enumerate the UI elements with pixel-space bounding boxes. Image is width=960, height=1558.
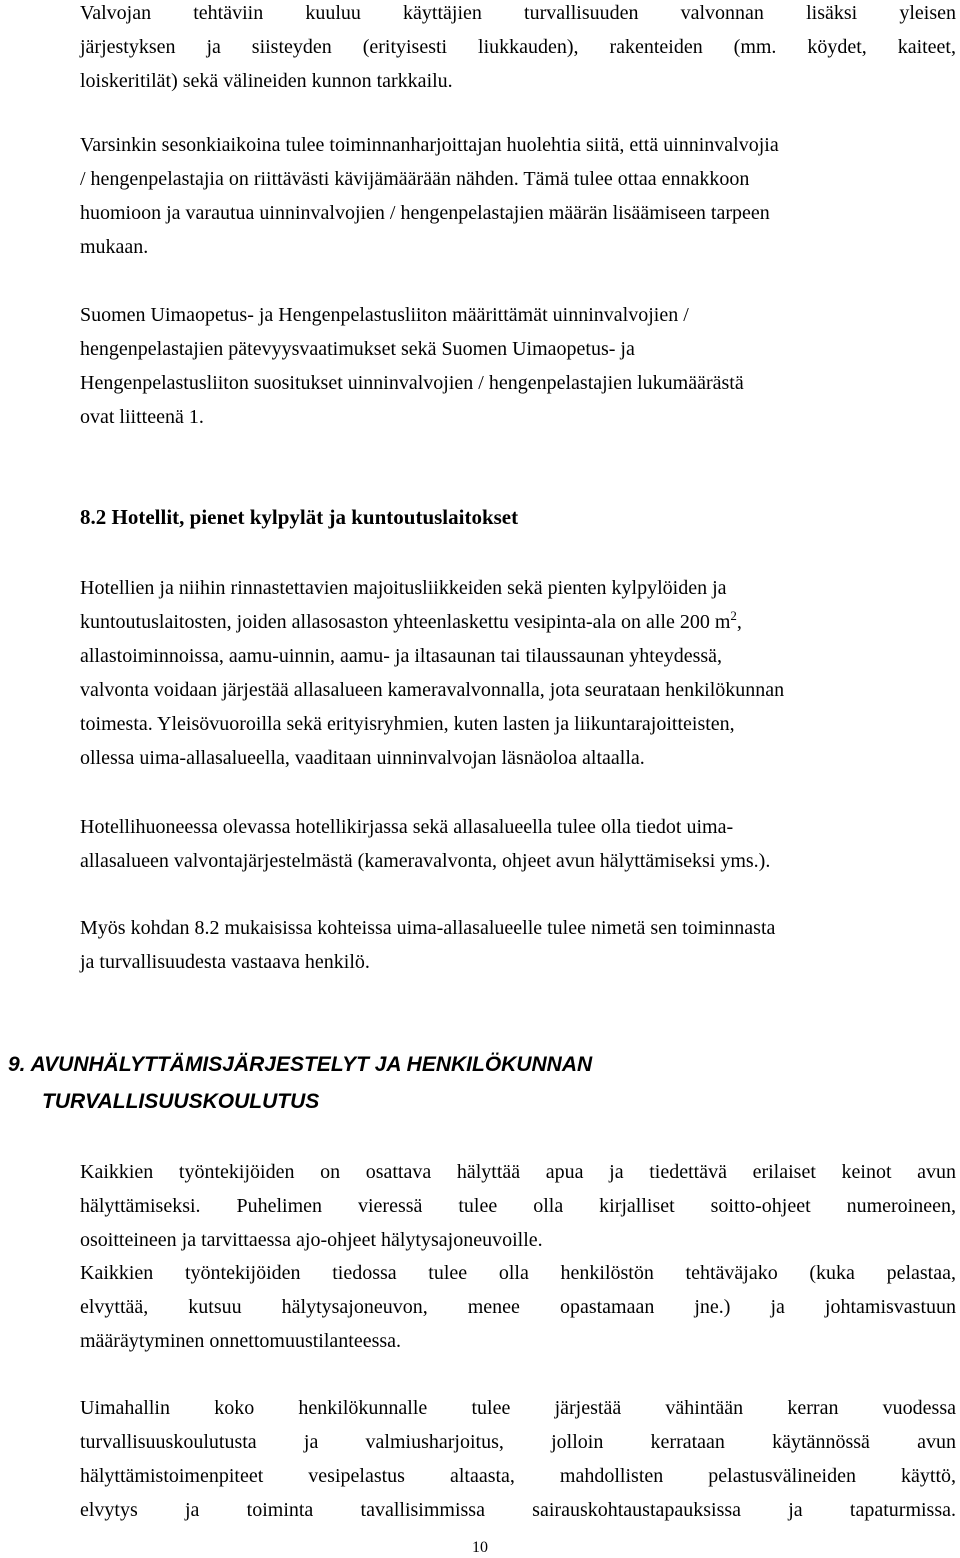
paragraph-turvallisuuskoulutus bbox=[80, 1391, 956, 1527]
paragraph-tehtavajako bbox=[80, 1256, 956, 1358]
paragraph-hotellit bbox=[80, 571, 956, 775]
text-line: allastoiminnoissa, aamu-uinnin, aamu- ja iltasaunan tai tilaussaunan yhteydessä, bbox=[80, 645, 723, 667]
paragraph-vastaava-henkilo bbox=[80, 911, 956, 979]
text-line: Myös kohdan 8.2 mukaisissa kohteissa uima-allasalueelle tulee nimetä sen toiminnasta bbox=[80, 917, 776, 939]
text-line: hengenpelastajien pätevyysvaatimukset sekä Suomen Uimaopetus- ja bbox=[80, 338, 635, 360]
text-line: hälyttämistoimenpiteet vesipelastus altaasta, mahdollisten pelastusvälineiden käyttö, bbox=[80, 1465, 956, 1487]
text-line: ja turvallisuudesta vastaava henkilö. bbox=[80, 951, 370, 973]
text-line: osoitteineen ja tarvittaessa ajo-ohjeet hälytysajoneuvoille. bbox=[80, 1229, 543, 1251]
page-number: 10 bbox=[472, 1539, 488, 1556]
text-line: elvyttää, kutsuu hälytysajoneuvon, menee opastamaan jne.) ja johtamisvastuun bbox=[80, 1296, 956, 1318]
text-line: Kaikkien työntekijöiden tiedossa tulee olla henkilöstön tehtäväjako (kuka pelastaa, bbox=[80, 1262, 956, 1284]
text-line: järjestyksen ja siisteyden (erityisesti liukkauden), rakenteiden (mm. köydet, kaiteet, bbox=[80, 36, 956, 58]
text-line: loiskeritilät) sekä välineiden kunnon tarkkailu. bbox=[80, 70, 453, 92]
text-line: / hengenpelastajia on riittävästi kävijämäärään nähden. Tämä tulee ottaa ennakkoon bbox=[80, 168, 750, 190]
paragraph-patevyysvaatimukset bbox=[80, 298, 956, 434]
paragraph-hotellihuone bbox=[80, 810, 956, 878]
text-line: ollessa uima-allasalueella, vaaditaan uinninvalvojan läsnäoloa altaalla. bbox=[80, 747, 645, 769]
paragraph-sesonkiaikoina bbox=[80, 128, 956, 264]
heading-line: 9. AVUNHÄLYTTÄMISJÄRJESTELYT JA HENKILÖKUNNAN bbox=[8, 1053, 593, 1076]
text-line: turvallisuuskoulutusta ja valmiusharjoitus, jolloin kerrataan käytännössä avun bbox=[80, 1431, 956, 1453]
text-line: ovat liitteenä 1. bbox=[80, 406, 204, 428]
paragraph-halyttaminen bbox=[80, 1155, 956, 1257]
text-line: valvonta voidaan järjestää allasalueen kameravalvonnalla, jota seurataan henkilökunnan bbox=[80, 679, 785, 701]
text-line: hälyttämiseksi. Puhelimen vieressä tulee olla kirjalliset soitto-ohjeet numeroineen, bbox=[80, 1195, 956, 1217]
text-line: Uimahallin koko henkilökunnalle tulee järjestää vähintään kerran vuodessa bbox=[80, 1397, 956, 1419]
heading-line: TURVALLISUUSKOULUTUS bbox=[42, 1090, 320, 1113]
text-line: määräytyminen onnettomuustilanteessa. bbox=[80, 1330, 402, 1352]
text-line: mukaan. bbox=[80, 236, 149, 258]
text-line: Hotellien ja niihin rinnastettavien majoitusliikkeiden sekä pienten kylpylöiden ja bbox=[80, 577, 727, 599]
text-line: elvytys ja toiminta tavallisimmissa sairauskohtaustapauksissa ja tapaturmissa. bbox=[80, 1499, 956, 1521]
text-line: toimesta. Yleisövuoroilla sekä erityisryhmien, kuten lasten ja liikuntarajoitteisten, bbox=[80, 713, 735, 735]
text-line: Hengenpelastusliiton suositukset uinninvalvojien / hengenpelastajien lukumäärästä bbox=[80, 372, 744, 394]
text-line: Hotellihuoneessa olevassa hotellikirjassa sekä allasalueella tulee olla tiedot uima- bbox=[80, 816, 734, 838]
text-fragment: kuntoutuslaitosten, joiden allasosaston yhteenlaskettu vesipinta-ala on alle 200 m bbox=[80, 611, 731, 633]
text-line bbox=[80, 605, 956, 639]
text-line: Kaikkien työntekijöiden on osattava hälyttää apua ja tiedettävä erilaiset keinot avun bbox=[80, 1161, 956, 1183]
text-fragment: , bbox=[736, 611, 742, 633]
text-line: allasalueen valvontajärjestelmästä (kameravalvonta, ohjeet avun hälyttämiseksi yms.). bbox=[80, 850, 771, 872]
section-heading-8-2: 8.2 Hotellit, pienet kylpylät ja kuntoutuslaitokset bbox=[80, 505, 519, 529]
text-line: Suomen Uimaopetus- ja Hengenpelastusliiton määrittämät uinninvalvojien / bbox=[80, 304, 689, 326]
paragraph-valvojan-tehtavat bbox=[80, 0, 956, 98]
section-heading-9 bbox=[0, 1046, 960, 1120]
text-line: Varsinkin sesonkiaikoina tulee toiminnanharjoittajan huolehtia siitä, että uinninvalvojia bbox=[80, 134, 779, 156]
text-line: Valvojan tehtäviin kuuluu käyttäjien turvallisuuden valvonnan lisäksi yleisen bbox=[80, 2, 956, 24]
superscript: 2 bbox=[730, 608, 737, 623]
text-line: huomioon ja varautua uinninvalvojien / hengenpelastajien määrän lisäämiseen tarpeen bbox=[80, 202, 770, 224]
